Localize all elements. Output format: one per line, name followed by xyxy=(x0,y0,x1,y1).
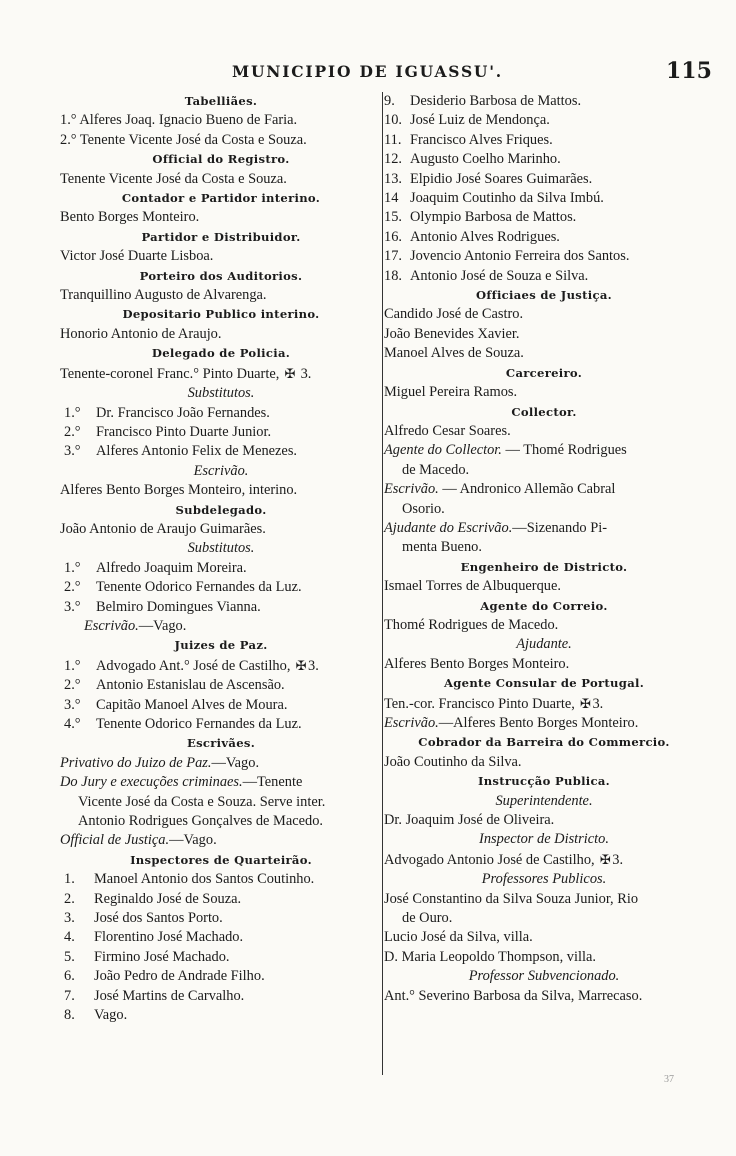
subvencionado-name: Ant.° Severino Barbosa da Silva, Marrecaso. xyxy=(384,987,643,1004)
subheading-escrivao: Escrivão. xyxy=(193,462,249,479)
correio-name: Thomé Rodrigues de Macedo. xyxy=(384,616,559,633)
list-item: 3.° Alferes Antonio Felix de Menezes. xyxy=(64,443,298,460)
subheading-subvencionado: Professor Subvencionado. xyxy=(468,968,620,985)
registro-official: Tenente Vicente José da Costa e Souza. xyxy=(60,170,287,187)
column-divider xyxy=(382,92,383,1075)
subheading-superintendente: Superintendente. xyxy=(495,792,593,809)
delegado-escrivao: Alferes Bento Borges Monteiro, interino. xyxy=(60,482,298,499)
cross-icon: ✠ xyxy=(284,365,296,381)
list-item: 3.° Capitão Manoel Alves de Moura. xyxy=(64,696,288,713)
escrivao-jury-cont: Vicente José da Costa e Souza. Serve inter. xyxy=(78,793,326,810)
list-item: 4. Florentino José Machado. xyxy=(64,929,244,946)
professor-1: José Constantino da Silva Souza Junior, Rio xyxy=(384,890,639,907)
cobrador-name: João Coutinho da Silva. xyxy=(384,753,522,770)
list-item: João Benevides Xavier. xyxy=(384,325,520,342)
section-heading-tabelliaes: Tabelliães. xyxy=(184,94,258,108)
subheading-substitutos: Substitutos. xyxy=(187,385,255,402)
engenheiro-name: Ismael Torres de Albuquerque. xyxy=(384,578,561,595)
section-heading-subdelegado: Subdelegado. xyxy=(175,502,267,517)
list-item: 2.° Tenente Odorico Fernandes da Luz. xyxy=(64,579,302,596)
section-heading-escrivaes: Escrivães. xyxy=(186,736,256,751)
carcereiro-name: Miguel Pereira Ramos. xyxy=(384,384,518,401)
section-heading-engenheiro: Engenheiro de Districto. xyxy=(460,559,628,574)
subheading-substitutos: Substitutos. xyxy=(187,540,255,557)
section-heading-carcereiro: Carcereiro. xyxy=(505,365,583,380)
collector-name: Alfredo Cesar Soares. xyxy=(384,422,511,439)
subheading-inspector-districto: Inspector de Districto. xyxy=(479,831,609,848)
list-item: 2.° Antonio Estanislau de Ascensão. xyxy=(64,677,285,694)
list-item: 16. Antonio Alves Rodrigues. xyxy=(384,228,560,245)
list-item: 1.° Dr. Francisco João Fernandes. xyxy=(64,404,270,421)
section-heading-delegado: Delegado de Policia. xyxy=(151,346,291,361)
running-head: MUNICIPIO DE IGUASSU'. xyxy=(232,62,503,81)
list-item: 14 Joaquim Coutinho da Silva Imbú. xyxy=(384,190,604,207)
correio-ajudante-name: Alferes Bento Borges Monteiro. xyxy=(384,655,570,672)
section-heading-contador: Contador e Partidor interino. xyxy=(121,191,321,206)
section-heading-consular: Agente Consular de Portugal. xyxy=(443,676,645,691)
list-item: 3.° Belmiro Domingues Vianna. xyxy=(64,598,261,615)
list-item: 9. Desiderio Barbosa de Mattos. xyxy=(384,93,582,109)
list-item: Candido José de Castro. xyxy=(384,306,524,323)
collector-escrivao-cont: Osorio. xyxy=(402,500,445,517)
list-item: 2.° Francisco Pinto Duarte Junior. xyxy=(64,423,272,440)
superintendente-name: Dr. Joaquim José de Oliveira. xyxy=(384,812,555,829)
section-heading-cobrador: Cobrador da Barreira do Commercio. xyxy=(418,735,670,750)
delegado-name xyxy=(60,364,382,384)
porteiro-name: Tranquillino Augusto de Alvarenga. xyxy=(60,287,267,304)
section-heading-inspectores: Inspectores de Quarteirão. xyxy=(130,852,312,867)
list-item: 18. Antonio José de Souza e Silva. xyxy=(384,267,589,284)
cross-icon: ✠ xyxy=(295,657,307,673)
professor-3: D. Maria Leopoldo Thompson, villa. xyxy=(384,948,596,965)
agente-collector-cont: de Macedo. xyxy=(402,461,470,478)
list-item: 15. Olympio Barbosa de Mattos. xyxy=(384,209,577,226)
subheading-professores: Professores Publicos. xyxy=(481,871,607,888)
list-item: 12. Augusto Coelho Marinho. xyxy=(384,151,561,168)
delegado-end: 3. xyxy=(300,365,312,382)
list-item: Manoel Alves de Souza. xyxy=(384,345,524,362)
consular-name: Ten.-cor. Francisco Pinto Duarte, ✠ 3. xyxy=(384,695,604,712)
ajudante-escrivao: Ajudante do Escrivão.—Sizenando Pi- xyxy=(384,519,608,536)
professor-1-cont: de Ouro. xyxy=(402,910,453,927)
subdelegado-escrivao: Escrivão.—Vago. xyxy=(84,617,187,634)
ajudante-escrivao-cont: menta Bueno. xyxy=(402,539,482,556)
agente-collector: Agente do Collector. — Thomé Rodrigues xyxy=(384,442,627,459)
list-item: 3. José dos Santos Porto. xyxy=(64,910,223,927)
section-heading-registro: Official do Registro. xyxy=(152,152,290,167)
section-heading-collector: Collector. xyxy=(511,404,577,419)
escrivao-jury: Do Jury e execuções criminaes.—Tenente xyxy=(60,774,303,791)
list-item: 5. Firmino José Machado. xyxy=(64,948,230,965)
list-item: 6. João Pedro de Andrade Filho. xyxy=(64,968,265,985)
list-item: 1.° Advogado Ant.° José de Castilho, ✠ 3. xyxy=(64,657,319,674)
list-item: 2. Reginaldo José de Souza. xyxy=(64,890,242,907)
cross-icon: ✠ xyxy=(599,851,611,867)
tabelliao-1: 1.° Alferes Joaq. Ignacio Bueno de Faria. xyxy=(60,112,298,129)
section-heading-depositario: Depositario Publico interino. xyxy=(122,307,320,322)
section-heading-juizes: Juizes de Paz. xyxy=(174,638,268,653)
collector-escrivao: Escrivão. — Andronico Allemão Cabral xyxy=(384,481,616,498)
escrivao-jury-cont: Antonio Rodrigues Gonçalves de Macedo. xyxy=(78,813,323,830)
escrivao-official: Official de Justiça.—Vago. xyxy=(60,832,217,849)
list-item: 17. Jovencio Antonio Ferreira dos Santos. xyxy=(384,248,630,265)
section-heading-partidor: Partidor e Distribuidor. xyxy=(141,229,301,244)
escrivao-privativo: Privativo do Juizo de Paz.—Vago. xyxy=(60,754,260,771)
delegado-text: Tenente-coronel Franc.° Pinto Duarte, xyxy=(60,365,280,382)
page-number: 115 xyxy=(666,58,712,84)
list-item: 4.° Tenente Odorico Fernandes da Luz. xyxy=(64,716,302,732)
list-item: 1. Manoel Antonio dos Santos Coutinho. xyxy=(64,871,315,888)
list-item: 13. Elpidio José Soares Guimarães. xyxy=(384,170,593,187)
partidor-name: Victor José Duarte Lisboa. xyxy=(60,248,214,265)
list-item: 8. Vago. xyxy=(64,1007,128,1024)
list-item: 1.° Alfredo Joaquim Moreira. xyxy=(64,559,247,576)
section-heading-instruccao: Instrucção Publica. xyxy=(477,774,611,789)
smudge-mark: 37 xyxy=(664,1074,674,1085)
left-column xyxy=(60,92,382,1026)
inspector-districto-name: Advogado Antonio José de Castilho, ✠ 3. xyxy=(384,851,624,868)
depositario-name: Honorio Antonio de Araujo. xyxy=(60,325,222,342)
consular-escrivao: Escrivão.—Alferes Bento Borges Monteiro. xyxy=(384,715,639,731)
right-column xyxy=(384,92,704,1006)
list-item: 11. Francisco Alves Friques. xyxy=(384,131,553,148)
subheading-ajudante: Ajudante. xyxy=(516,636,572,653)
section-heading-officiaes: Officiaes de Justiça. xyxy=(475,288,613,303)
section-heading-correio: Agente do Correio. xyxy=(480,598,608,613)
section-heading-porteiro: Porteiro dos Auditorios. xyxy=(139,268,303,283)
tabelliao-2: 2.° Tenente Vicente José da Costa e Souza. xyxy=(60,131,307,148)
professor-2: Lucio José da Silva, villa. xyxy=(384,929,533,946)
subdelegado-name: João Antonio de Araujo Guimarães. xyxy=(60,520,266,537)
cross-icon: ✠ xyxy=(579,695,591,711)
list-item: 10. José Luiz de Mendonça. xyxy=(384,112,550,129)
list-item: 7. José Martins de Carvalho. xyxy=(64,987,245,1004)
contador-name: Bento Borges Monteiro. xyxy=(60,209,200,226)
